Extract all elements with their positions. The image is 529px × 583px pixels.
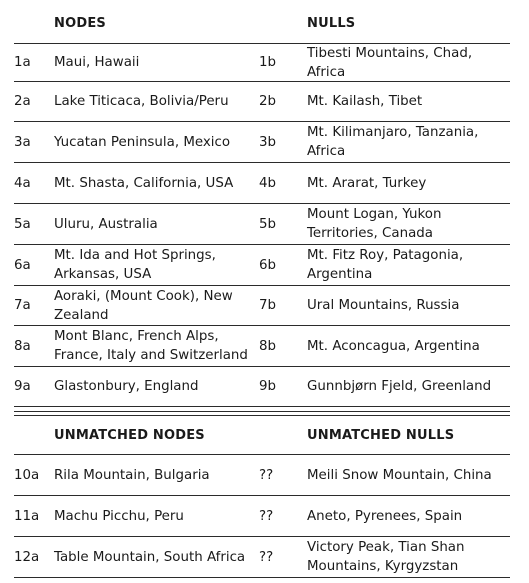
node-name: Aoraki, (Mount Cook), New Zealand bbox=[54, 288, 233, 323]
null-name: Victory Peak, Tian Shan Mountains, Kyrgyzstan bbox=[307, 540, 465, 574]
section-divider bbox=[14, 411, 510, 416]
node-name: Table Mountain, South Africa bbox=[54, 549, 246, 565]
table-row bbox=[14, 496, 510, 537]
null-id: 4b bbox=[259, 175, 277, 191]
node-name: Yucatan Peninsula, Mexico bbox=[54, 134, 231, 150]
node-name: Lake Titicaca, Bolivia/Peru bbox=[54, 94, 229, 109]
null-name: Mt. Kailash, Tibet bbox=[307, 94, 423, 109]
node-id: 11a bbox=[14, 508, 40, 524]
null-id: 9b bbox=[259, 379, 277, 394]
unmatched-nodes-header: UNMATCHED NODES bbox=[54, 428, 205, 443]
node-id: 7a bbox=[14, 298, 31, 313]
node-id: 6a bbox=[14, 257, 31, 273]
nulls-header: NULLS bbox=[307, 16, 356, 31]
unmatched-mark: ?? bbox=[259, 549, 274, 565]
table-row bbox=[14, 326, 510, 367]
null-id: 3b bbox=[259, 134, 277, 150]
table-row bbox=[14, 163, 510, 204]
null-id: 1b bbox=[259, 55, 277, 70]
table-row bbox=[14, 245, 510, 286]
header-row bbox=[14, 4, 510, 44]
unmatched-mark: ?? bbox=[259, 467, 274, 483]
null-id: 7b bbox=[259, 298, 277, 313]
node-id: 8a bbox=[14, 338, 31, 354]
node-name: Rila Mountain, Bulgaria bbox=[54, 467, 210, 483]
table-row bbox=[14, 286, 510, 326]
null-name: Mt. Fitz Roy, Patagonia, Argentina bbox=[307, 248, 464, 282]
null-id: 8b bbox=[259, 338, 277, 354]
node-id: 1a bbox=[14, 55, 31, 70]
node-name: Glastonbury, England bbox=[54, 379, 199, 394]
node-name: Maui, Hawaii bbox=[54, 55, 140, 70]
null-name: Meili Snow Mountain, China bbox=[307, 467, 492, 483]
node-name: Machu Picchu, Peru bbox=[54, 508, 184, 524]
table-row bbox=[14, 367, 510, 407]
nodes-header: NODES bbox=[54, 16, 106, 31]
node-id: 10a bbox=[14, 467, 40, 483]
node-id: 9a bbox=[14, 379, 31, 394]
null-id: 2b bbox=[259, 94, 277, 109]
null-name: Tibesti Mountains, Chad, Africa bbox=[307, 45, 473, 80]
node-id: 5a bbox=[14, 216, 31, 232]
table-row bbox=[14, 44, 510, 82]
unmatched-header-row bbox=[14, 417, 510, 455]
null-name: Gunnbjørn Fjeld, Greenland bbox=[307, 379, 492, 394]
null-name: Aneto, Pyrenees, Spain bbox=[307, 508, 463, 524]
null-id: 5b bbox=[259, 216, 277, 232]
unmatched-mark: ?? bbox=[259, 508, 274, 524]
node-id: 12a bbox=[14, 549, 40, 565]
null-name: Mount Logan, Yukon Territories, Canada bbox=[307, 207, 442, 241]
table-row bbox=[14, 122, 510, 163]
table-row bbox=[14, 537, 510, 578]
null-id: 6b bbox=[259, 257, 277, 273]
table-row bbox=[14, 455, 510, 496]
node-name: Uluru, Australia bbox=[54, 216, 158, 232]
node-name: Mont Blanc, French Alps, France, Italy and Switzerland bbox=[54, 329, 248, 363]
null-name: Mt. Ararat, Turkey bbox=[307, 175, 427, 191]
null-name: Mt. Aconcagua, Argentina bbox=[307, 338, 480, 354]
node-name: Mt. Ida and Hot Springs, Arkansas, USA bbox=[54, 248, 216, 282]
table-row bbox=[14, 82, 510, 122]
node-id: 2a bbox=[14, 94, 31, 109]
node-id: 4a bbox=[14, 175, 31, 191]
null-name: Mt. Kilimanjaro, Tanzania, Africa bbox=[307, 125, 479, 159]
table-row bbox=[14, 204, 510, 245]
unmatched-nulls-header: UNMATCHED NULLS bbox=[307, 428, 455, 443]
null-name: Ural Mountains, Russia bbox=[307, 298, 460, 313]
node-id: 3a bbox=[14, 134, 31, 150]
node-name: Mt. Shasta, California, USA bbox=[54, 175, 234, 191]
